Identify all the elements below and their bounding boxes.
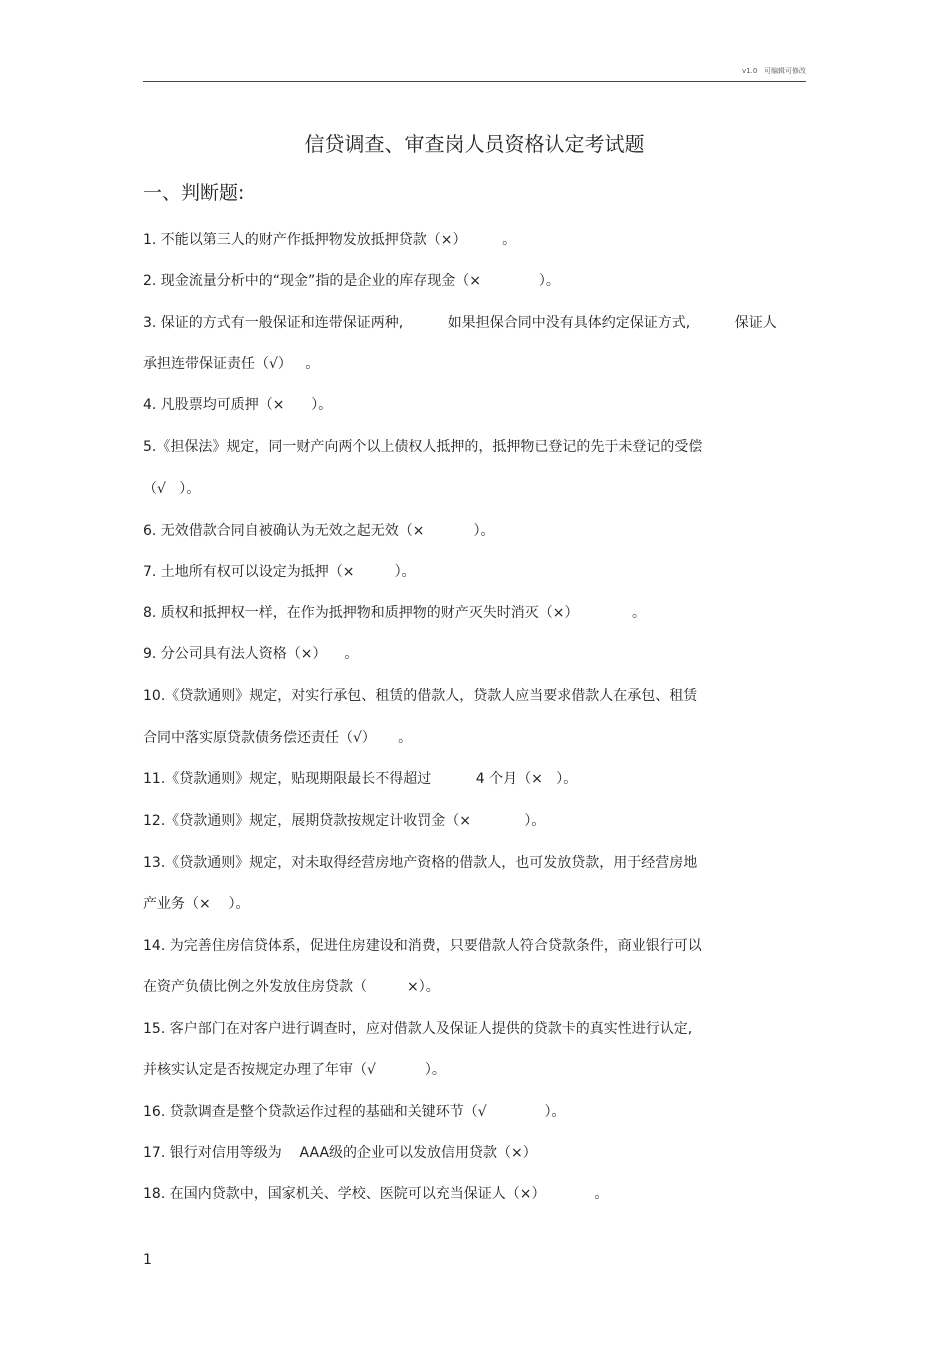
- question-line: 11.《贷款通则》规定，贴现期限最长不得超过 4 个月（× ）。: [143, 771, 578, 787]
- header-version-note: v1.0 可编辑可修改: [742, 67, 806, 75]
- question-line: 6. 无效借款合同自被确认为无效之起无效（× ）。: [143, 523, 495, 539]
- question-line: 4. 凡股票均可质押（× ）。: [143, 397, 333, 413]
- question-line: 2. 现金流量分析中的“现金”指的是企业的库存现金（× ）。: [143, 273, 560, 289]
- page-number: 1: [143, 1252, 152, 1268]
- question-line: 产业务（× ）。: [143, 896, 250, 912]
- question-line: 9. 分公司具有法人资格（×） 。: [143, 646, 359, 662]
- section-heading: 一、判断题:: [143, 182, 245, 204]
- question-line: （√ ）。: [143, 481, 201, 497]
- question-line: 14. 为完善住房信贷体系，促进住房建设和消费，只要借款人符合贷款条件，商业银行可以: [143, 938, 702, 954]
- question-line: 17. 银行对信用等级为 AAA级的企业可以发放信用贷款（×）: [143, 1145, 537, 1161]
- question-line: 承担连带保证责任（√） 。: [143, 356, 320, 372]
- question-line: 13.《贷款通则》规定，对未取得经营房地产资格的借款人，也可发放贷款，用于经营房地: [143, 855, 698, 871]
- question-line: 16. 贷款调查是整个贷款运作过程的基础和关键环节（√ ）。: [143, 1104, 566, 1120]
- question-line: 在资产负债比例之外发放住房贷款（ ×）。: [143, 979, 440, 995]
- question-line: 10.《贷款通则》规定，对实行承包、租赁的借款人，贷款人应当要求借款人在承包、租赁: [143, 688, 698, 704]
- question-line: 18. 在国内贷款中，国家机关、学校、医院可以充当保证人（×） 。: [143, 1186, 609, 1202]
- question-line: 5.《担保法》规定，同一财产向两个以上债权人抵押的，抵押物已登记的先于未登记的受偿: [143, 439, 703, 455]
- question-line: 3. 保证的方式有一般保证和连带保证两种, 如果担保合同中没有具体约定保证方式, 保证人: [143, 315, 777, 331]
- question-line: 合同中落实原贷款债务偿还责任（√） 。: [143, 730, 413, 746]
- question-line: 8. 质权和抵押权一样，在作为抵押物和质押物的财产灭失时消灭（×） 。: [143, 605, 646, 621]
- document-title: 信贷调查、审查岗人员资格认定考试题: [304, 132, 645, 156]
- question-line: 15. 客户部门在对客户进行调查时，应对借款人及保证人提供的贷款卡的真实性进行认定,: [143, 1021, 693, 1037]
- header-divider: [143, 81, 806, 82]
- question-line: 12.《贷款通则》规定，展期贷款按规定计收罚金（× ）。: [143, 813, 546, 829]
- question-line: 1. 不能以第三人的财产作抵押物发放抵押贷款（×） 。: [143, 232, 517, 248]
- question-line: 并核实认定是否按规定办理了年审（√ ）。: [143, 1062, 446, 1078]
- question-line: 7. 土地所有权可以设定为抵押（× ）。: [143, 564, 416, 580]
